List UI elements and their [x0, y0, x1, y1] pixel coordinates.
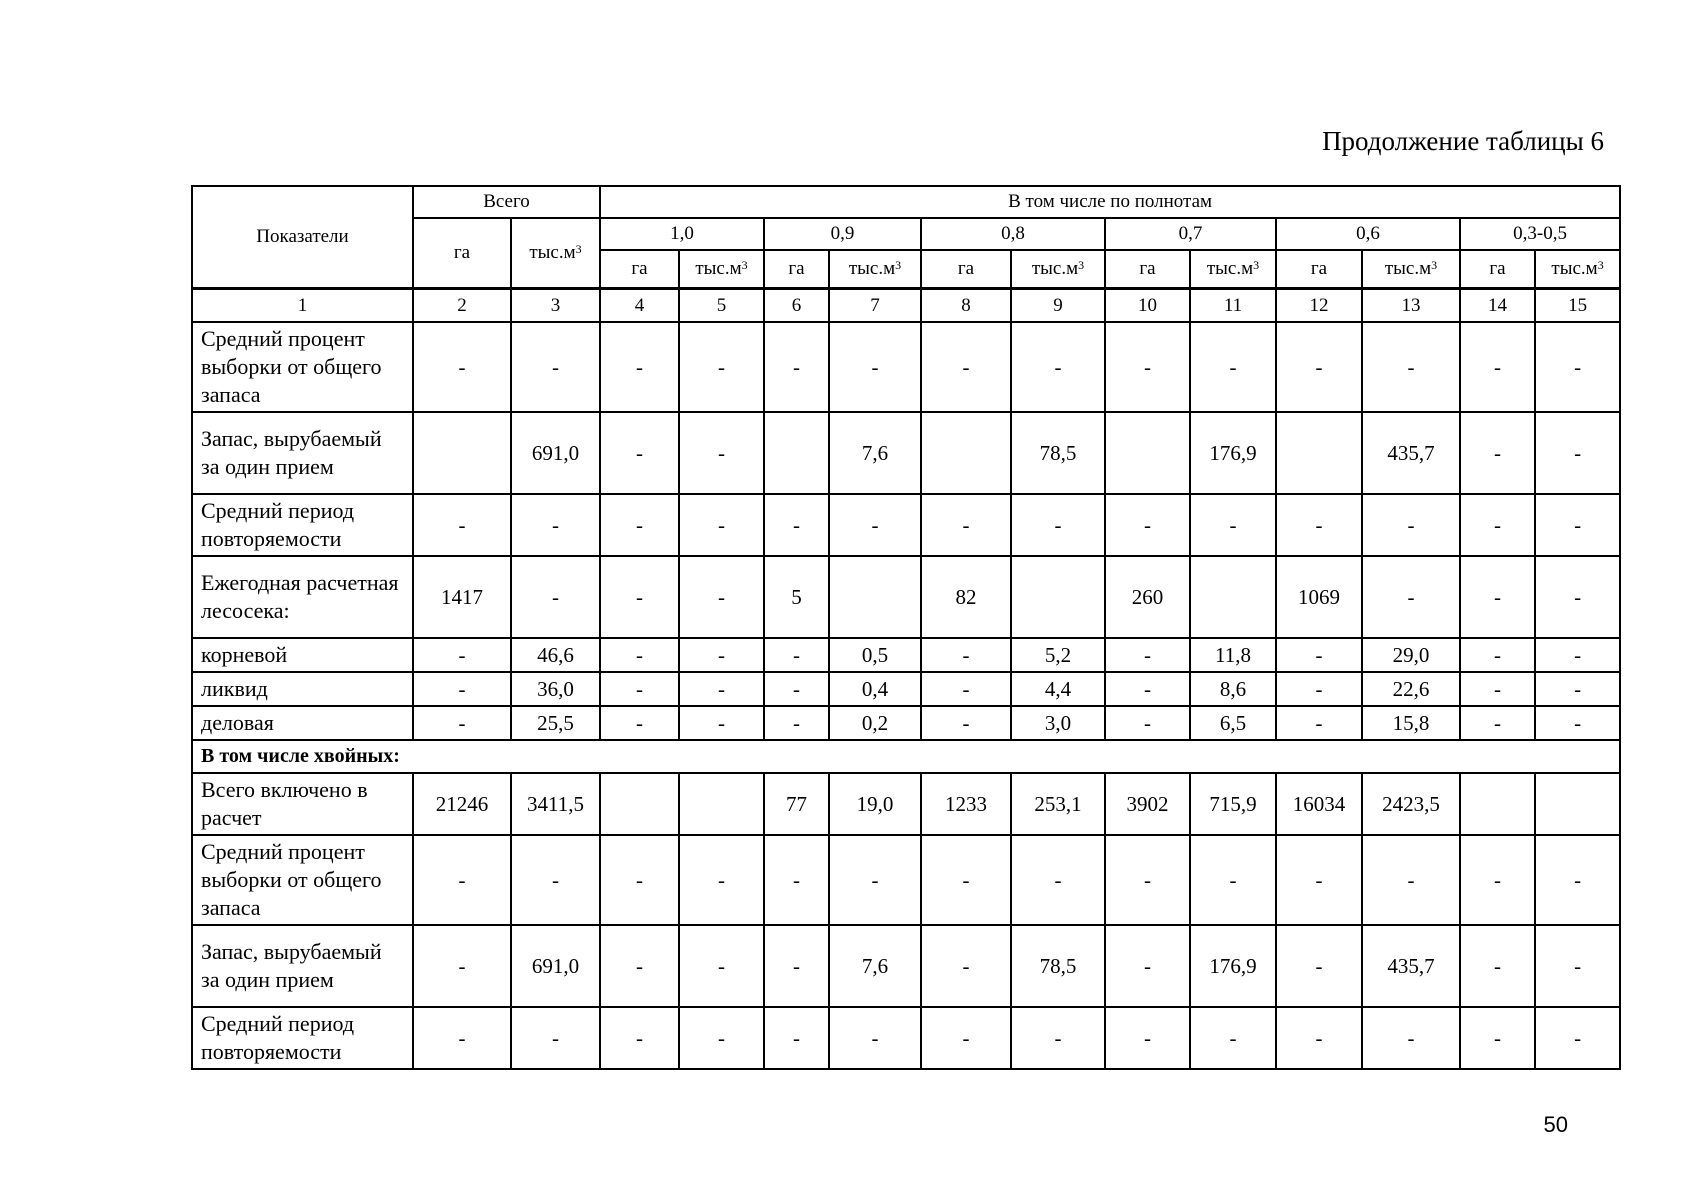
column-number: 5 [679, 289, 764, 323]
table-cell [764, 412, 829, 494]
table-cell: 78,5 [1011, 925, 1105, 1007]
table-cell: 78,5 [1011, 412, 1105, 494]
table-cell: 77 [764, 773, 829, 835]
column-number: 11 [1190, 289, 1276, 323]
table-cell: - [764, 835, 829, 925]
row-label: Средний период повторяемости [192, 494, 413, 556]
forest-table [191, 185, 1621, 1070]
column-number: 13 [1362, 289, 1460, 323]
table-cell: - [1276, 1007, 1362, 1069]
table-cell: 15,8 [1362, 706, 1460, 740]
table-cell: - [413, 494, 511, 556]
table-cell: - [1276, 835, 1362, 925]
header-total: Всего [413, 186, 600, 218]
column-number: 1 [192, 289, 413, 323]
column-number: 10 [1105, 289, 1190, 323]
column-number: 3 [511, 289, 600, 323]
table-cell: - [764, 322, 829, 412]
unit-ha: га [1460, 250, 1535, 289]
table-cell: - [1535, 835, 1620, 925]
table-cell: - [1190, 494, 1276, 556]
table-cell: - [1276, 925, 1362, 1007]
table-cell: 21246 [413, 773, 511, 835]
table-cell: - [600, 925, 679, 1007]
table-cell: - [1460, 638, 1535, 672]
table-cell [600, 773, 679, 835]
table-cell: - [511, 556, 600, 638]
unit-ha: га [600, 250, 679, 289]
table-cell: 3411,5 [511, 773, 600, 835]
table-cell: - [1362, 835, 1460, 925]
unit-volume: $тыс.м^3$ [679, 250, 764, 289]
header-row-1 [192, 186, 1620, 218]
header-by-density: В том числе по полнотам [600, 186, 1620, 218]
table-cell: 435,7 [1362, 925, 1460, 1007]
table-cell [1190, 556, 1276, 638]
table-cell [679, 773, 764, 835]
table-cell: - [1460, 556, 1535, 638]
table-cell: - [679, 835, 764, 925]
column-number: 12 [1276, 289, 1362, 323]
table-cell: - [1362, 1007, 1460, 1069]
unit-ha: га [921, 250, 1011, 289]
table-cell: - [1011, 1007, 1105, 1069]
table-cell: 8,6 [1190, 672, 1276, 706]
density-group: 0,6 [1276, 218, 1460, 250]
table-cell: - [921, 835, 1011, 925]
table-cell: - [1460, 706, 1535, 740]
table-cell: - [600, 494, 679, 556]
table-cell: - [1105, 672, 1190, 706]
table-cell: - [679, 412, 764, 494]
table-cell: - [1535, 322, 1620, 412]
table-cell: - [764, 638, 829, 672]
row-label: Средний период повторяемости [192, 1007, 413, 1069]
table-cell: - [679, 494, 764, 556]
table-cell: - [764, 706, 829, 740]
table-cell: - [1460, 925, 1535, 1007]
header-row-column-numbers [192, 289, 1620, 323]
table-cell [1105, 412, 1190, 494]
section-row [192, 740, 1620, 773]
unit-ha: га [1276, 250, 1362, 289]
unit-volume: $тыс.м^3$ [1190, 250, 1276, 289]
table-cell: - [1105, 835, 1190, 925]
table-cell: - [764, 925, 829, 1007]
table-cell: - [1190, 835, 1276, 925]
table-cell: - [1460, 1007, 1535, 1069]
table-cell [1535, 773, 1620, 835]
table-cell: - [921, 706, 1011, 740]
table-cell: - [1105, 706, 1190, 740]
table-row [192, 494, 1620, 556]
table-cell: - [679, 925, 764, 1007]
table-row [192, 638, 1620, 672]
table-cell: - [1535, 494, 1620, 556]
table-cell: - [1362, 322, 1460, 412]
table-row [192, 1007, 1620, 1069]
table-cell: - [413, 672, 511, 706]
column-number: 14 [1460, 289, 1535, 323]
table-cell [829, 556, 921, 638]
unit-volume: $тыс.м^3$ [829, 250, 921, 289]
table-row [192, 773, 1620, 835]
table-cell: 0,4 [829, 672, 921, 706]
table-cell: 46,6 [511, 638, 600, 672]
row-label: Запас, вырубаемый за один прием [192, 412, 413, 494]
row-label: Средний процент выборки от общего запаса [192, 835, 413, 925]
table-row [192, 706, 1620, 740]
table-cell: - [921, 1007, 1011, 1069]
table-cell: - [829, 494, 921, 556]
table-cell [1011, 556, 1105, 638]
row-label: Ежегодная расчетная лесосека: [192, 556, 413, 638]
table-cell: - [921, 925, 1011, 1007]
table-cell: - [1105, 1007, 1190, 1069]
column-number: 4 [600, 289, 679, 323]
table-cell: - [511, 835, 600, 925]
table-cell: 36,0 [511, 672, 600, 706]
table-cell: - [600, 1007, 679, 1069]
table-cell: - [829, 835, 921, 925]
header-indicator: Показатели [192, 186, 413, 289]
table-row [192, 556, 1620, 638]
table-row [192, 672, 1620, 706]
table-cell: - [1535, 925, 1620, 1007]
unit-ha: га [1105, 250, 1190, 289]
table-cell: - [679, 672, 764, 706]
table-cell: - [679, 322, 764, 412]
table-cell: 6,5 [1190, 706, 1276, 740]
row-label: ликвид [192, 672, 413, 706]
table-cell: - [1105, 322, 1190, 412]
table-cell: 435,7 [1362, 412, 1460, 494]
column-number: 8 [921, 289, 1011, 323]
table-cell [921, 412, 1011, 494]
table-cell: - [1535, 672, 1620, 706]
table-cell: - [1460, 412, 1535, 494]
header-total-volume: $тыс.м^3$ [511, 218, 600, 289]
table-cell: 5 [764, 556, 829, 638]
table-cell: - [829, 1007, 921, 1069]
table-cell: 22,6 [1362, 672, 1460, 706]
table-row [192, 835, 1620, 925]
table-cell: - [1535, 1007, 1620, 1069]
table-cell: 691,0 [511, 925, 600, 1007]
table-cell: - [1460, 672, 1535, 706]
table-cell: - [511, 494, 600, 556]
table-cell: - [829, 322, 921, 412]
column-number: 15 [1535, 289, 1620, 323]
table-cell: - [1535, 706, 1620, 740]
table-cell: 253,1 [1011, 773, 1105, 835]
table-cell [1276, 412, 1362, 494]
table-header [192, 186, 1620, 322]
table-cell: 176,9 [1190, 412, 1276, 494]
table-body [192, 322, 1620, 1069]
table-cell: - [413, 925, 511, 1007]
table-cell: - [1460, 494, 1535, 556]
table-cell: - [1190, 1007, 1276, 1069]
table-cell: 176,9 [1190, 925, 1276, 1007]
row-label: Всего включено в расчет [192, 773, 413, 835]
table-cell: 5,2 [1011, 638, 1105, 672]
table-cell: 7,6 [829, 412, 921, 494]
table-cell: - [1460, 322, 1535, 412]
table-cell: 7,6 [829, 925, 921, 1007]
table-cell: - [600, 672, 679, 706]
page-number: 50 [1543, 1112, 1568, 1137]
table-cell: - [1535, 556, 1620, 638]
table-cell: - [1011, 494, 1105, 556]
table-cell: - [413, 1007, 511, 1069]
table-cell: - [679, 706, 764, 740]
table-cell: 19,0 [829, 773, 921, 835]
table-cell: - [1535, 412, 1620, 494]
table-cell: 4,4 [1011, 672, 1105, 706]
unit-volume: $тыс.м^3$ [1362, 250, 1460, 289]
table-cell: - [1276, 638, 1362, 672]
row-label: Запас, вырубаемый за один прием [192, 925, 413, 1007]
table-cell: 1233 [921, 773, 1011, 835]
table-cell: 82 [921, 556, 1011, 638]
table-cell: 29,0 [1362, 638, 1460, 672]
density-group: 0,3-0,5 [1460, 218, 1620, 250]
table-cell: - [1276, 322, 1362, 412]
row-label: корневой [192, 638, 413, 672]
unit-ha: га [764, 250, 829, 289]
table-caption: Продолжение таблицы 6 [1322, 126, 1604, 156]
table-cell: - [1011, 322, 1105, 412]
table-cell: - [921, 638, 1011, 672]
table-cell: - [1276, 706, 1362, 740]
table-cell: 260 [1105, 556, 1190, 638]
unit-volume: $тыс.м^3$ [1535, 250, 1620, 289]
table-cell: - [600, 638, 679, 672]
table-cell: - [1362, 494, 1460, 556]
table-cell: - [600, 706, 679, 740]
table-cell: - [600, 322, 679, 412]
table-cell: - [921, 672, 1011, 706]
section-title: В том числе хвойных: [192, 740, 1620, 773]
table-cell: 3,0 [1011, 706, 1105, 740]
table-cell: 3902 [1105, 773, 1190, 835]
table-row [192, 322, 1620, 412]
column-number: 6 [764, 289, 829, 323]
table-cell: - [764, 1007, 829, 1069]
table-cell: - [1105, 925, 1190, 1007]
table-row [192, 412, 1620, 494]
row-label: Средний процент выборки от общего запаса [192, 322, 413, 412]
table-cell: 25,5 [511, 706, 600, 740]
table-cell: 0,2 [829, 706, 921, 740]
table-cell: - [679, 1007, 764, 1069]
table-cell: 2423,5 [1362, 773, 1460, 835]
density-group: 0,9 [764, 218, 921, 250]
table-cell [413, 412, 511, 494]
density-group: 0,8 [921, 218, 1105, 250]
column-number: 9 [1011, 289, 1105, 323]
table-cell: - [600, 556, 679, 638]
table-cell: - [1460, 835, 1535, 925]
table-cell: - [764, 672, 829, 706]
unit-volume: $тыс.м^3$ [1011, 250, 1105, 289]
table-cell: 0,5 [829, 638, 921, 672]
table-cell: - [413, 638, 511, 672]
table-cell: - [413, 835, 511, 925]
table-cell: - [764, 494, 829, 556]
table-cell: - [921, 494, 1011, 556]
table-cell: - [1011, 835, 1105, 925]
table-cell: - [511, 322, 600, 412]
row-label: деловая [192, 706, 413, 740]
table-cell: - [600, 835, 679, 925]
table-cell: 16034 [1276, 773, 1362, 835]
density-group: 1,0 [600, 218, 764, 250]
table-cell: - [921, 322, 1011, 412]
header-total-ha: га [413, 218, 511, 289]
table-cell: - [1276, 494, 1362, 556]
table-cell: - [1276, 672, 1362, 706]
table-cell: - [1105, 638, 1190, 672]
table-cell: 1417 [413, 556, 511, 638]
table-cell: 715,9 [1190, 773, 1276, 835]
table-cell: - [679, 638, 764, 672]
column-number: 7 [829, 289, 921, 323]
table-cell: - [1105, 494, 1190, 556]
table-cell: 11,8 [1190, 638, 1276, 672]
table-row [192, 925, 1620, 1007]
table-cell: - [679, 556, 764, 638]
table-cell [1460, 773, 1535, 835]
table-cell: 691,0 [511, 412, 600, 494]
table-cell: - [1362, 556, 1460, 638]
table-cell: - [413, 706, 511, 740]
column-number: 2 [413, 289, 511, 323]
table-cell: 1069 [1276, 556, 1362, 638]
density-group: 0,7 [1105, 218, 1276, 250]
table-cell: - [413, 322, 511, 412]
table-cell: - [600, 412, 679, 494]
table-cell: - [511, 1007, 600, 1069]
table-cell: - [1535, 638, 1620, 672]
table-cell: - [1190, 322, 1276, 412]
